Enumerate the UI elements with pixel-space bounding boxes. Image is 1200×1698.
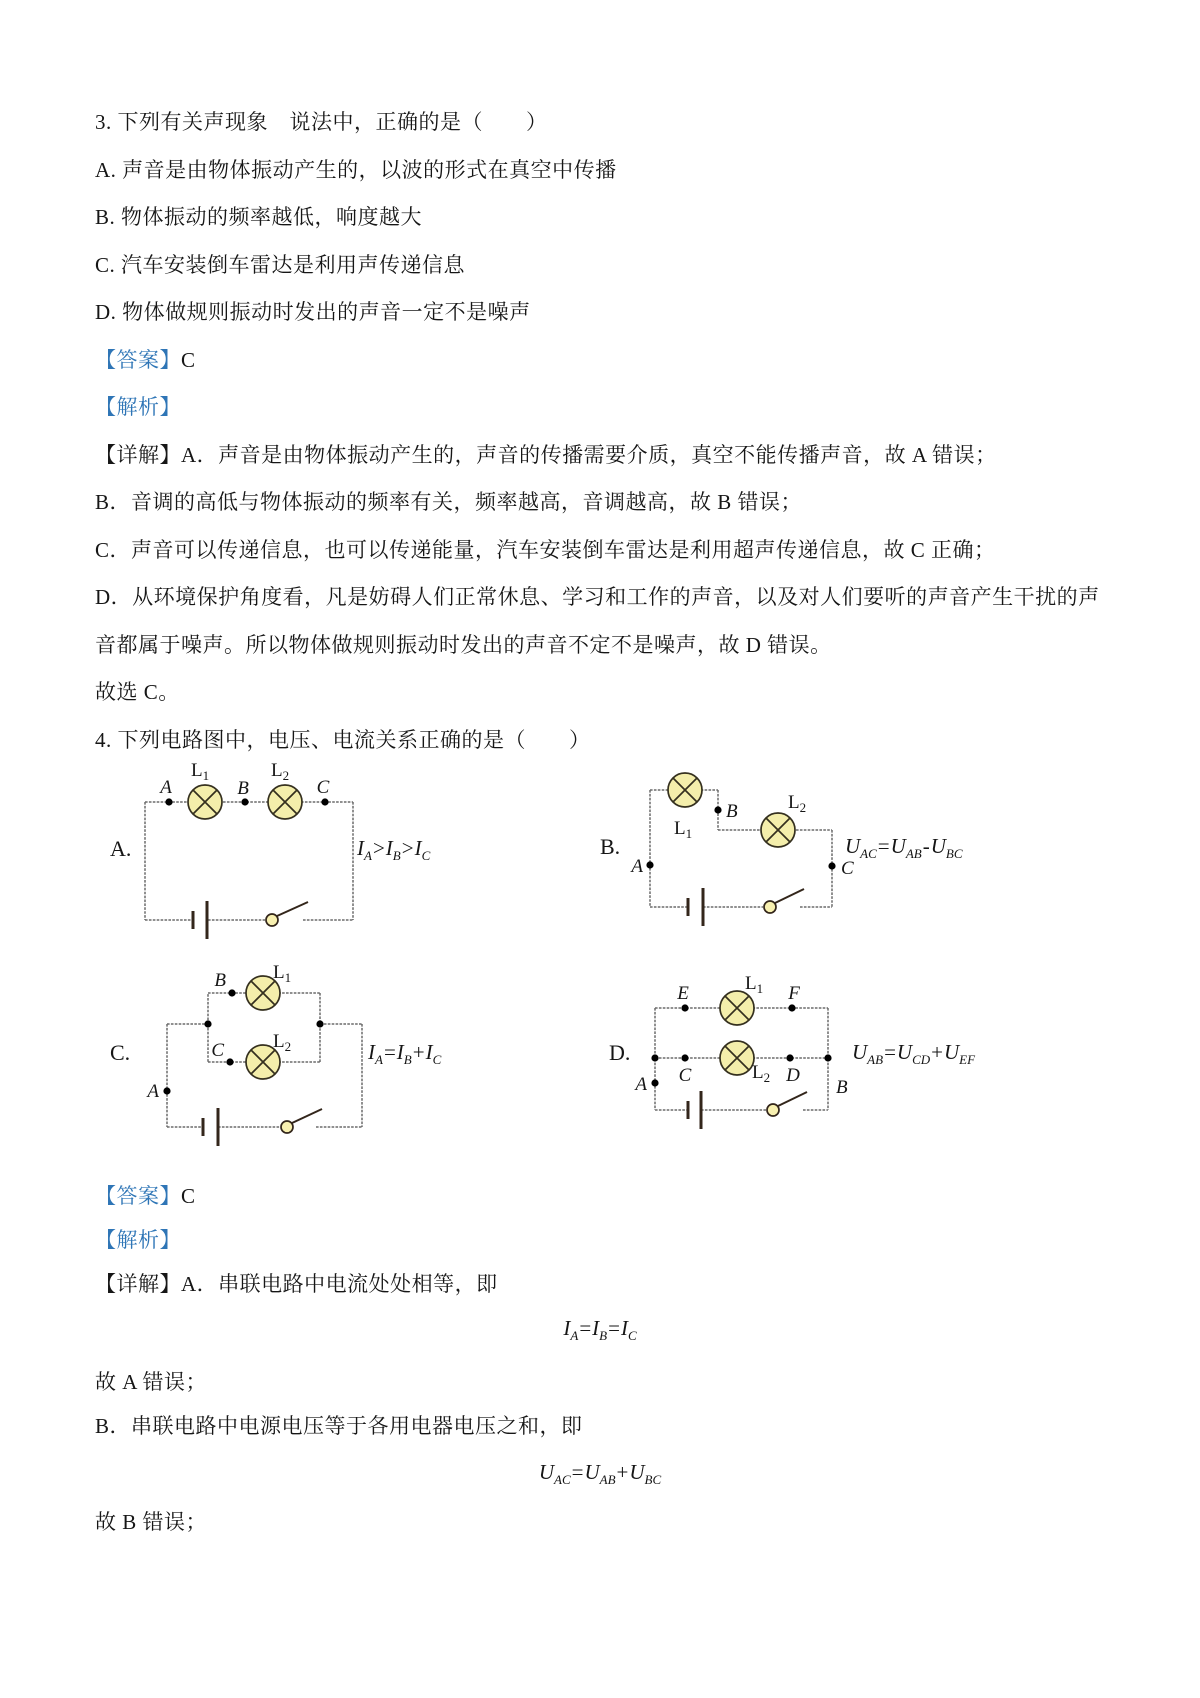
question-4-analysis-row bbox=[95, 1224, 181, 1254]
lamp-icon bbox=[668, 773, 702, 807]
switch-lever bbox=[292, 1109, 322, 1123]
answer-label: 【答案】 bbox=[95, 348, 181, 372]
junction-dot bbox=[788, 1004, 795, 1011]
q4-detail-conclusion-a: 故 A 错误； bbox=[95, 1370, 208, 1394]
junction-dot bbox=[681, 1054, 688, 1061]
junction-dot bbox=[651, 1054, 658, 1061]
q3-detail-line: 【详解】A．声音是由物体振动产生的，声音的传播需要介质，真空不能传播声音，故 A 错误； bbox=[95, 443, 997, 467]
q4-detail-line-b: B．串联电路中电源电压等于各用电器电压之和，即 bbox=[95, 1414, 583, 1438]
lamp-label: $L_2$ bbox=[273, 1031, 292, 1054]
junction-dot bbox=[828, 862, 835, 869]
circuit-b-relation: $U_{AC}=U_{AB}-U_{BC}$ bbox=[845, 834, 963, 862]
q3-detail-line: B．音调的高低与物体振动的频率有关，频率越高，音调越高，故 B 错误； bbox=[95, 490, 803, 514]
lamp-label: $L_1$ bbox=[745, 973, 764, 996]
circuit-c-option-letter: C. bbox=[110, 1040, 131, 1065]
point-label: B bbox=[726, 801, 738, 822]
question-3-answer-row bbox=[95, 344, 196, 374]
switch-lever bbox=[778, 1092, 807, 1106]
circuit-d-relation: $U_{AB}=U_{CD}+U_{EF}$ bbox=[852, 1040, 976, 1068]
junction-dot bbox=[165, 798, 172, 805]
junction-dot bbox=[226, 1058, 233, 1065]
lamp-label: $L_1$ bbox=[273, 962, 292, 985]
question-3-stem: 3. 下列有关声现象 说法中，正确的是（ ） bbox=[95, 110, 548, 134]
junction-dot bbox=[646, 861, 653, 868]
junction-dot bbox=[651, 1079, 658, 1086]
circuit-b-diagram bbox=[630, 755, 860, 925]
lamp-icon bbox=[761, 813, 795, 847]
junction-dot bbox=[163, 1087, 170, 1094]
q3-detail-line: D．从环境保护角度看，凡是妨碍人们正常休息、学习和工作的声音，以及对人们要听的声音产生干扰的声 bbox=[95, 585, 1100, 609]
circuit-c-relation: $I_A=I_B+I_C$ bbox=[368, 1040, 442, 1068]
lamp-icon bbox=[268, 785, 302, 819]
answer-label: 【答案】 bbox=[95, 1184, 181, 1208]
lamp-label: $L_1$ bbox=[674, 818, 693, 841]
switch-lever bbox=[775, 889, 804, 903]
battery-icon bbox=[688, 1091, 701, 1129]
series-current-equation: $I_A=I_B=I_C$ bbox=[563, 1316, 637, 1344]
wire bbox=[145, 802, 353, 920]
circuit-d-diagram bbox=[595, 975, 865, 1130]
circuit-d-option-letter: D. bbox=[609, 1040, 631, 1065]
junction-dot bbox=[681, 1004, 688, 1011]
point-label: B bbox=[237, 778, 249, 799]
circuit-a-relation: $I_A>I_B>I_C$ bbox=[357, 836, 431, 864]
point-label: A bbox=[631, 856, 643, 877]
question-4-answer-row bbox=[95, 1180, 196, 1210]
lamp-icon bbox=[188, 785, 222, 819]
switch-icon bbox=[281, 1121, 293, 1133]
switch-icon bbox=[764, 901, 776, 913]
q3-detail-line: 音都属于噪声。所以物体做规则振动时发出的声音不定不是噪声，故 D 错误。 bbox=[95, 633, 832, 657]
junction-dot bbox=[241, 798, 248, 805]
junction-dot bbox=[204, 1020, 211, 1027]
circuit-c-diagram bbox=[130, 950, 390, 1145]
answer-value: C bbox=[181, 348, 196, 372]
lamp-label: $L_2$ bbox=[788, 792, 807, 815]
point-label: A bbox=[147, 1081, 159, 1102]
point-label: B bbox=[836, 1077, 848, 1098]
lamp-label: $L_1$ bbox=[191, 760, 210, 783]
junction-dot bbox=[714, 806, 721, 813]
answer-value: C bbox=[181, 1184, 196, 1208]
battery-icon bbox=[203, 1108, 218, 1146]
junction-dot bbox=[786, 1054, 793, 1061]
switch-lever bbox=[277, 902, 308, 916]
q3-detail-conclusion: 故选 C。 bbox=[95, 680, 180, 704]
point-label: A bbox=[635, 1074, 647, 1095]
switch-icon bbox=[266, 914, 278, 926]
q4-detail-line-a: 【详解】A．串联电路中电流处处相等，即 bbox=[95, 1272, 498, 1296]
lamp-label: $L_2$ bbox=[752, 1062, 771, 1085]
question-3-option-a: A. 声音是由物体振动产生的，以波的形式在真空中传播 bbox=[95, 158, 617, 182]
analysis-label: 【解析】 bbox=[95, 395, 181, 419]
point-label: B bbox=[214, 970, 226, 991]
junction-dot bbox=[228, 989, 235, 996]
point-label: C bbox=[841, 858, 854, 879]
q3-detail-line: C．声音可以传递信息，也可以传递能量，汽车安装倒车雷达是利用超声传递信息，故 C 正确； bbox=[95, 538, 996, 562]
point-label: E bbox=[677, 983, 689, 1004]
question-3-option-b: B. 物体振动的频率越低，响度越大 bbox=[95, 205, 423, 229]
circuit-a-diagram bbox=[130, 750, 375, 935]
series-voltage-equation: $U_{AC}=U_{AB}+U_{BC}$ bbox=[538, 1460, 662, 1488]
question-3-option-d: D. 物体做规则振动时发出的声音一定不是噪声 bbox=[95, 300, 531, 324]
question-4-stem: 4. 下列电路图中，电压、电流关系正确的是（ ） bbox=[95, 728, 591, 752]
q4-detail-conclusion-b: 故 B 错误； bbox=[95, 1510, 208, 1534]
circuit-a-option-letter: A. bbox=[110, 836, 132, 861]
lamp-label: $L_2$ bbox=[271, 760, 290, 783]
point-label: C bbox=[678, 1065, 692, 1086]
point-label: D bbox=[786, 1065, 800, 1086]
battery-icon bbox=[688, 888, 703, 926]
switch-icon bbox=[767, 1104, 779, 1116]
point-label: C bbox=[316, 777, 330, 798]
point-label: A bbox=[160, 777, 172, 798]
question-3-analysis-row bbox=[95, 391, 181, 421]
junction-dot bbox=[316, 1020, 323, 1027]
point-label: C bbox=[211, 1040, 224, 1061]
lamp-icon bbox=[720, 991, 754, 1025]
battery-icon bbox=[193, 901, 207, 939]
point-label: F bbox=[788, 983, 800, 1004]
analysis-label: 【解析】 bbox=[95, 1228, 181, 1252]
circuit-b-option-letter: B. bbox=[600, 834, 621, 859]
junction-dot bbox=[824, 1054, 831, 1061]
question-3-option-c: C. 汽车安装倒车雷达是利用声传递信息 bbox=[95, 253, 466, 277]
lamp-icon bbox=[720, 1041, 754, 1075]
junction-dot bbox=[321, 798, 328, 805]
